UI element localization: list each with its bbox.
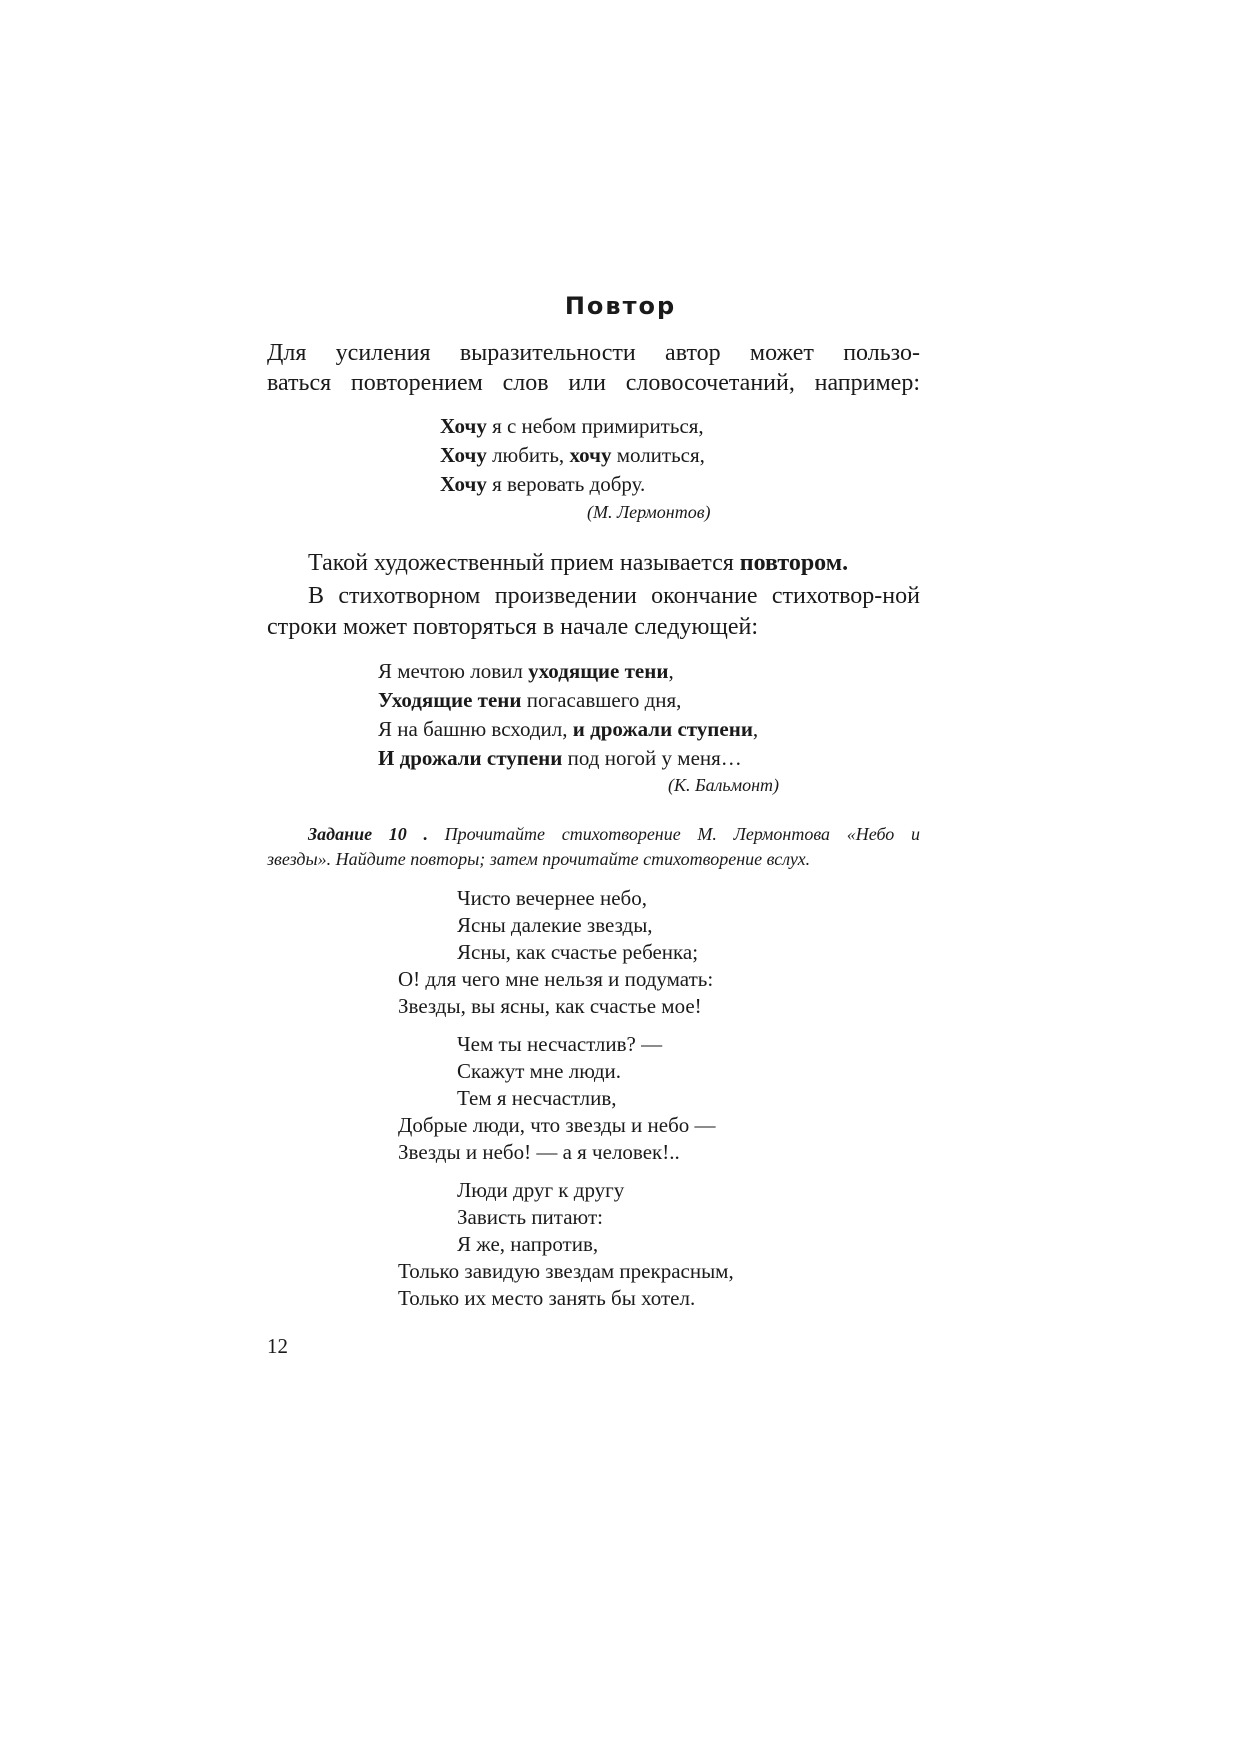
poem-s1-line-3: Ясны, как счастье ребенка; — [457, 940, 699, 964]
poem-s2-line-3: Тем я несчастлив, — [457, 1086, 617, 1110]
page-title: Повтор — [564, 292, 677, 320]
poem-s2-line-4: Добрые люди, что звезды и небо — — [398, 1113, 716, 1137]
verse2-author: (К. Бальмонт) — [668, 775, 780, 795]
poem-s3-line-4: Только завидую звездам прекрасным, — [398, 1259, 734, 1283]
poem-s3-line-3: Я же, напротив, — [457, 1232, 599, 1256]
verse2-line-3: Я на башню всходил, и дрожали ступени, — [378, 717, 759, 741]
verse1-line-2: Хочу любить, хочу молиться, — [440, 443, 705, 467]
poem-s3-line-2: Зависть питают: — [457, 1205, 603, 1229]
poem-s2-line-1: Чем ты несчастлив? — — [457, 1032, 663, 1056]
poem-s3-line-5: Только их место занять бы хотел. — [398, 1286, 696, 1310]
verse1-line-3: Хочу я веровать добру. — [440, 472, 646, 496]
poem-s1-line-2: Ясны далекие звезды, — [457, 913, 653, 937]
task-line-1: Задание 10 . Прочитайте стихотворение М. Лермонтова «Небо и — [308, 824, 920, 844]
verse1-author: (М. Лермонтов) — [587, 502, 711, 522]
verse2-line-1: Я мечтою ловил уходящие тени, — [378, 659, 674, 683]
definition-line: Такой художественный прием называется повтором. — [308, 550, 849, 576]
task-line-2: звезды». Найдите повторы; затем прочитайте стихотворение вслух. — [267, 849, 811, 869]
poem-s2-line-5: Звезды и небо! — а я человек!.. — [398, 1140, 680, 1164]
para2-line-1: В стихотворном произведении окончание стихотвор-ной — [308, 583, 920, 609]
poem-s1-line-1: Чисто вечернее небо, — [457, 886, 647, 910]
poem-s3-line-1: Люди друг к другу — [457, 1178, 625, 1202]
intro-line-2: ваться повторением слов или словосочетаний, например: — [267, 370, 920, 396]
poem-s1-line-4: О! для чего мне нельзя и подумать: — [398, 967, 714, 991]
poem-s2-line-2: Скажут мне люди. — [457, 1059, 622, 1083]
verse1-line-1: Хочу я с небом примириться, — [440, 414, 704, 438]
para2-line-2: строки может повторяться в начале следующей: — [267, 614, 759, 640]
poem-s1-line-5: Звезды, вы ясны, как счастье мое! — [398, 994, 702, 1018]
verse2-line-2: Уходящие тени погасавшего дня, — [378, 688, 682, 712]
verse2-line-4: И дрожали ступени под ногой у меня… — [378, 746, 742, 770]
page-number: 12 — [267, 1334, 288, 1358]
intro-line-1: Для усиления выразительности автор может пользо- — [267, 340, 920, 366]
